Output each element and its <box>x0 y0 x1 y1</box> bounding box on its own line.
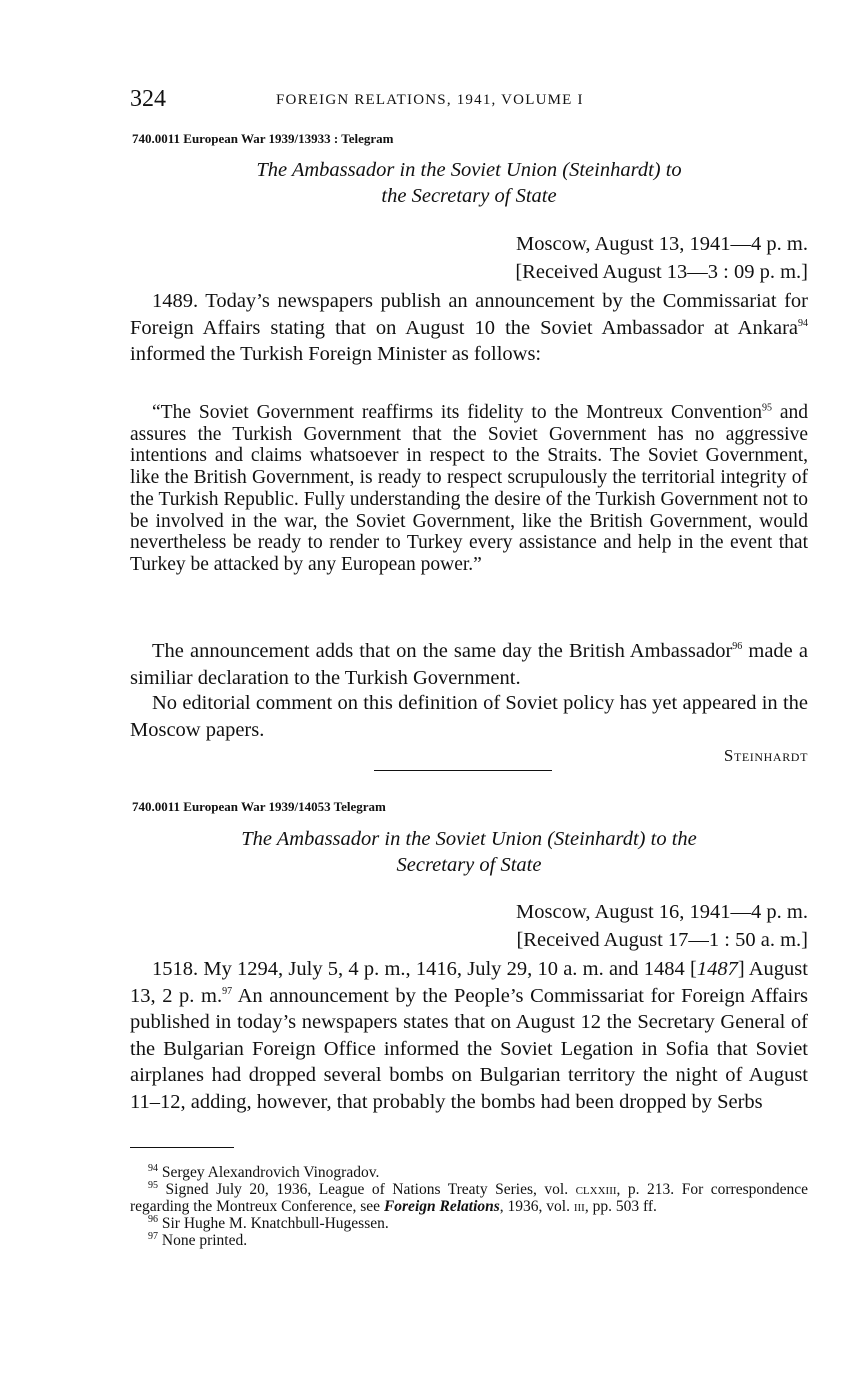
footnotes <box>130 1164 808 1249</box>
doc1-dateline <box>515 230 808 286</box>
footnote-94-text: Sergey Alexandrovich Vinogradov. <box>161 1164 380 1181</box>
footnote-95-text-d: , pp. 503 ff. <box>584 1198 657 1215</box>
footnote-96-text: Sir Hughe M. Knatchbull-Hugessen. <box>161 1215 389 1232</box>
footnote-ref-96: 96 <box>732 641 743 653</box>
footnote-95-mark: 95 <box>148 1179 158 1191</box>
doc2-p1-correction: 1487 <box>696 958 738 980</box>
doc1-p2-text-cont: made a similiar declaration to the Turkish Government. <box>130 640 808 689</box>
doc2-date: Moscow, August 16, 1941—4 p. m. <box>516 901 808 923</box>
running-head: FOREIGN RELATIONS, 1941, VOLUME I <box>276 92 584 108</box>
footnote-95-text-c: , 1936, vol. <box>499 1198 570 1215</box>
doc1-quote-text: “The Soviet Government reaffirms its fidelity to the Montreux Convention <box>152 402 762 423</box>
section-divider <box>374 770 552 771</box>
footnote-94-mark: 94 <box>148 1162 158 1174</box>
footnote-95-italic-title: Foreign Relations <box>383 1198 500 1215</box>
footnote-divider <box>130 1147 234 1148</box>
footnote-97-mark: 97 <box>148 1230 158 1242</box>
doc1-p2-text: The announcement adds that on the same day the British Ambassador <box>152 640 733 662</box>
footnote-97-text: None printed. <box>161 1232 248 1249</box>
doc1-received: [Received August 13—3 : 09 p. m.] <box>515 261 808 283</box>
doc2-p1-text-c: An announcement by the People’s Commissariat for Foreign Affairs published in today’s newspapers states that on August 12 the Secretary General of the Bulgarian Foreign Office informed the Soviet Legation in Sofia that Soviet airplanes had dropped several bombs on Bulgarian territory the night of August 11–12, adding, however, that probably the bombs had been dropped by Serbs <box>130 984 808 1113</box>
doc2-file-reference: 740.0011 European War 1939/14053 Telegram <box>132 799 386 814</box>
doc1-paragraph-3: No editorial comment on this definition of Soviet policy has yet appeared in the Moscow papers. <box>130 692 808 741</box>
footnote-95-text: Signed July 20, 1936, League of Nations Treaty Series, vol. <box>165 1181 569 1198</box>
doc1-quotation <box>130 402 808 576</box>
footnote-ref-95: 95 <box>761 402 772 414</box>
doc2-title <box>130 826 808 878</box>
footnote-97 <box>130 1232 808 1249</box>
doc1-paragraph-1 <box>130 288 808 368</box>
footnote-ref-94: 94 <box>798 317 808 329</box>
doc1-p1-text: 1489. Today’s newspapers publish an announcement by the Commissariat for Foreign Affairs stating that on August 10 the Soviet Ambassador at Ankara <box>130 290 808 339</box>
doc2-received: [Received August 17—1 : 50 a. m.] <box>516 929 808 951</box>
page-header <box>130 86 808 116</box>
footnote-95-volume: clxxiii <box>575 1181 617 1198</box>
doc2-p1-text-b: ] August 13, 2 p. m. <box>130 958 808 1007</box>
doc1-file-reference: 740.0011 European War 1939/13933 : Telegram <box>132 131 394 146</box>
footnote-94 <box>130 1164 808 1181</box>
doc1-quote-text-cont: and assures the Turkish Government that the Soviet Government has no aggressive intentions and claims whatsoever in respect to the Straits. The Soviet Government, like the British Government, is ready to respect scrupulously the territorial integrity of the Turkish Republic. Fully understanding the desire of the Turkish Government not to be involved in the war, the Soviet Government, like the British Government, would nevertheless be ready to render to Turkey every assistance and help in the event that Turkey be attacked by any European power.” <box>130 402 808 575</box>
footnote-96 <box>130 1215 808 1232</box>
page-number: 324 <box>130 86 166 112</box>
footnote-ref-97: 97 <box>222 985 233 997</box>
doc2-title-line1: The Ambassador in the Soviet Union (Steinhardt) to the <box>241 828 697 850</box>
footnote-95-volume-2: iii <box>573 1198 585 1215</box>
doc1-date: Moscow, August 13, 1941—4 p. m. <box>516 233 808 255</box>
doc2-paragraph-1 <box>130 956 808 1116</box>
doc1-title-line1: The Ambassador in the Soviet Union (Steinhardt) to <box>256 159 682 181</box>
doc2-p1-text: 1518. My 1294, July 5, 4 p. m., 1416, July 29, 10 a. m. and 1484 [ <box>152 958 697 980</box>
doc1-title-line2: the Secretary of State <box>381 185 557 207</box>
doc1-paragraph-2 <box>130 638 808 691</box>
footnote-95 <box>130 1181 808 1215</box>
doc2-dateline <box>516 898 808 954</box>
doc2-title-line2: Secretary of State <box>396 854 542 876</box>
doc1-p1-text-cont: informed the Turkish Foreign Minister as follows: <box>130 343 542 366</box>
doc1-title <box>130 157 808 209</box>
footnote-95-text-b: , p. 213. For correspondence regarding the Montreux Conference, see <box>130 1181 808 1215</box>
doc1-signature: Steinhardt <box>723 746 808 765</box>
footnote-96-mark: 96 <box>148 1213 158 1225</box>
